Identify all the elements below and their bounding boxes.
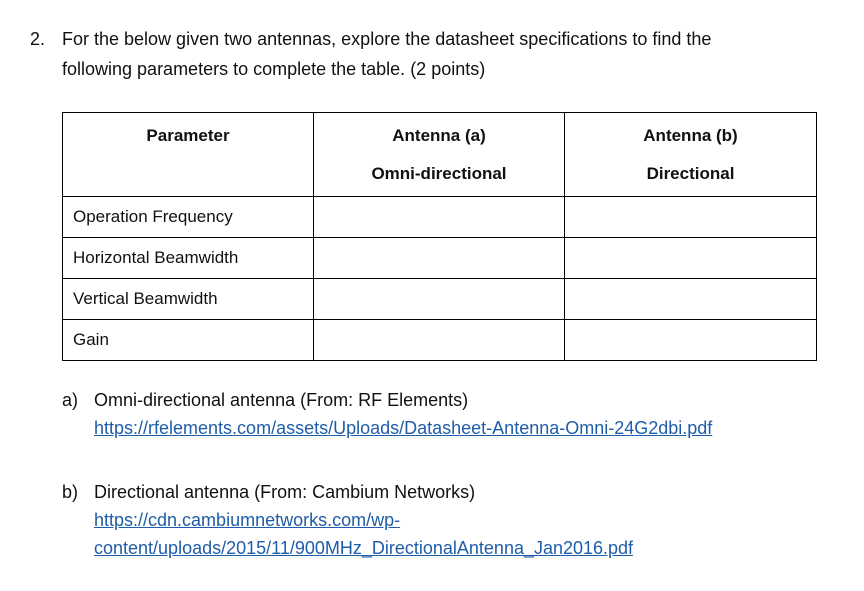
question-text bbox=[62, 24, 830, 84]
source-item-directional bbox=[62, 478, 842, 562]
parameter-cell: Operation Frequency bbox=[63, 197, 314, 238]
header-antenna-a-line-1: Antenna (a) bbox=[392, 126, 486, 145]
antenna-b-cell[interactable] bbox=[565, 238, 817, 279]
header-antenna-b-line-2: Directional bbox=[646, 164, 735, 183]
antenna-a-cell[interactable] bbox=[314, 279, 565, 320]
header-parameter-line-1: Parameter bbox=[146, 126, 230, 145]
header-parameter bbox=[63, 113, 314, 197]
parameter-cell: Gain bbox=[63, 320, 314, 361]
source-description: Directional antenna (From: Cambium Networks) bbox=[94, 482, 476, 502]
antenna-b-cell[interactable] bbox=[565, 320, 817, 361]
antenna-a-cell[interactable] bbox=[314, 238, 565, 279]
antenna-a-cell[interactable] bbox=[314, 320, 565, 361]
header-antenna-a bbox=[314, 113, 565, 197]
question-block bbox=[30, 24, 830, 84]
source-link-directional-line-2[interactable]: content/uploads/2015/11/900MHz_DirectionalAntenna_Jan2016.pdf bbox=[94, 538, 634, 558]
source-link-omni[interactable]: https://rfelements.com/assets/Uploads/Datasheet-Antenna-Omni-24G2dbi.pdf bbox=[94, 418, 713, 438]
question-text-line-1: For the below given two antennas, explore the datasheet specifications to find the bbox=[62, 29, 712, 49]
source-item-omni bbox=[62, 386, 842, 442]
parameter-table bbox=[62, 112, 817, 361]
source-marker: a) bbox=[62, 390, 79, 410]
table-row bbox=[63, 238, 817, 279]
question-number: 2. bbox=[30, 29, 46, 49]
header-antenna-b bbox=[565, 113, 817, 197]
header-antenna-b-line-1: Antenna (b) bbox=[643, 126, 738, 145]
antenna-a-cell[interactable] bbox=[314, 197, 565, 238]
question-text-line-2: following parameters to complete the table. (2 points) bbox=[62, 59, 486, 79]
antenna-b-cell[interactable] bbox=[565, 197, 817, 238]
source-marker: b) bbox=[62, 482, 79, 502]
sources-list bbox=[62, 386, 842, 562]
table-row bbox=[63, 320, 817, 361]
table-row bbox=[63, 197, 817, 238]
parameter-cell: Horizontal Beamwidth bbox=[63, 238, 314, 279]
antenna-b-cell[interactable] bbox=[565, 279, 817, 320]
source-link-directional-line-1[interactable]: https://cdn.cambiumnetworks.com/wp- bbox=[94, 510, 401, 530]
source-description: Omni-directional antenna (From: RF Elements) bbox=[94, 390, 469, 410]
table-row bbox=[63, 279, 817, 320]
table-header-row bbox=[63, 113, 817, 197]
header-antenna-a-line-2: Omni-directional bbox=[371, 164, 507, 183]
parameter-cell: Vertical Beamwidth bbox=[63, 279, 314, 320]
